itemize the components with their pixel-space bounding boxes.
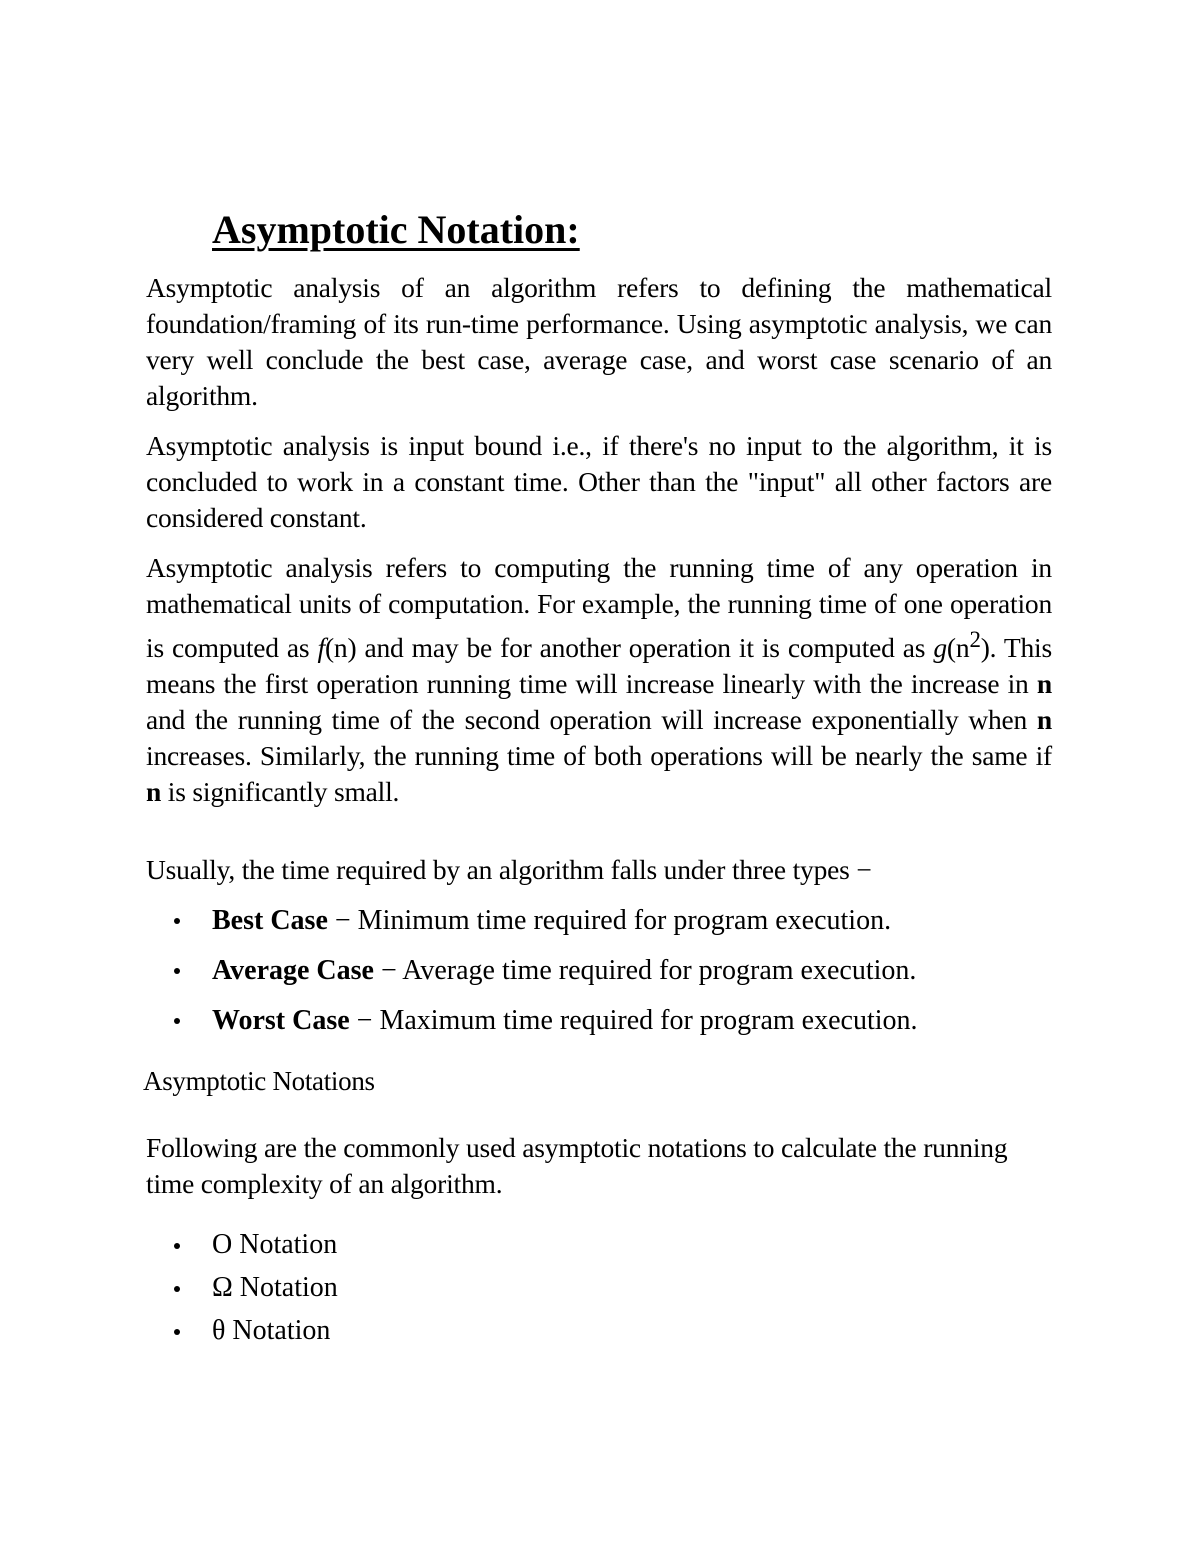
paragraph-notations: Following are the commonly used asymptotic notations to calculate the running time complexity of an algorithm. bbox=[146, 1132, 1008, 1199]
text-span: and the running time of the second operation will increase exponentially when bbox=[146, 704, 1037, 736]
function-f: f bbox=[317, 632, 325, 664]
text-span: increases. Similarly, the running time of both operations will be nearly the same if bbox=[146, 740, 1052, 772]
case-label: Average Case bbox=[212, 955, 374, 986]
list-item-theta-notation bbox=[174, 1312, 338, 1355]
notations-list bbox=[174, 1226, 338, 1355]
variable-n: n bbox=[146, 776, 162, 808]
bullet-icon bbox=[174, 968, 180, 974]
text-span: (n bbox=[946, 632, 970, 664]
bullet-icon bbox=[174, 1018, 180, 1024]
case-label: Best Case bbox=[212, 905, 328, 936]
bullet-icon bbox=[174, 1329, 180, 1335]
list-item-worst-case bbox=[174, 1002, 918, 1052]
text-span: is significantly small. bbox=[161, 776, 400, 808]
paragraph-running-time bbox=[146, 550, 1052, 810]
bullet-icon bbox=[174, 1286, 180, 1292]
variable-n: n bbox=[1036, 704, 1052, 736]
list-item-omega-notation bbox=[174, 1269, 338, 1312]
document-title: Asymptotic Notation: bbox=[212, 207, 580, 252]
paragraph-intro: Asymptotic analysis of an algorithm refers to defining the mathematical foundation/framing of its run-time performance. Using asymptotic analysis, we can very well conclude the best case, average case, and worst case scenario of an algorithm. bbox=[146, 272, 1052, 411]
case-label: Worst Case bbox=[212, 1005, 350, 1036]
text-span: ). This means the first operation running time will increase linearly with the increase in bbox=[146, 632, 1052, 700]
case-text: − Minimum time required for program execution. bbox=[327, 905, 892, 936]
paragraph-input-bound: Asymptotic analysis is input bound i.e., if there's no input to the algorithm, it is concluded to work in a constant time. Other than the "input" all other factors are considered constant. bbox=[146, 430, 1052, 533]
list-item-o-notation bbox=[174, 1226, 338, 1269]
function-g: g bbox=[933, 632, 947, 664]
paragraph-three-types: Usually, the time required by an algorithm falls under three types − bbox=[146, 854, 872, 885]
bullet-icon bbox=[174, 918, 180, 924]
notation-label: θ Notation bbox=[212, 1315, 331, 1346]
variable-n: n bbox=[1036, 668, 1052, 700]
notation-label: O Notation bbox=[212, 1229, 338, 1260]
notation-label: Ω Notation bbox=[212, 1272, 338, 1303]
bullet-icon bbox=[174, 1243, 180, 1249]
list-item-average-case bbox=[174, 952, 918, 1002]
cases-list bbox=[174, 902, 918, 1052]
text-span: (n) and may be for another operation it is computed as bbox=[324, 632, 934, 664]
subheading: Asymptotic Notations bbox=[143, 1066, 375, 1096]
case-text: − Maximum time required for program execution. bbox=[349, 1005, 918, 1036]
case-text: − Average time required for program execution. bbox=[373, 955, 917, 986]
superscript: 2 bbox=[969, 627, 981, 652]
text-span: Asymptotic analysis refers to computing the running time of any operation in mathematical units of computation. For example, the running time of one operation is computed as bbox=[146, 552, 1052, 664]
list-item-best-case bbox=[174, 902, 918, 952]
